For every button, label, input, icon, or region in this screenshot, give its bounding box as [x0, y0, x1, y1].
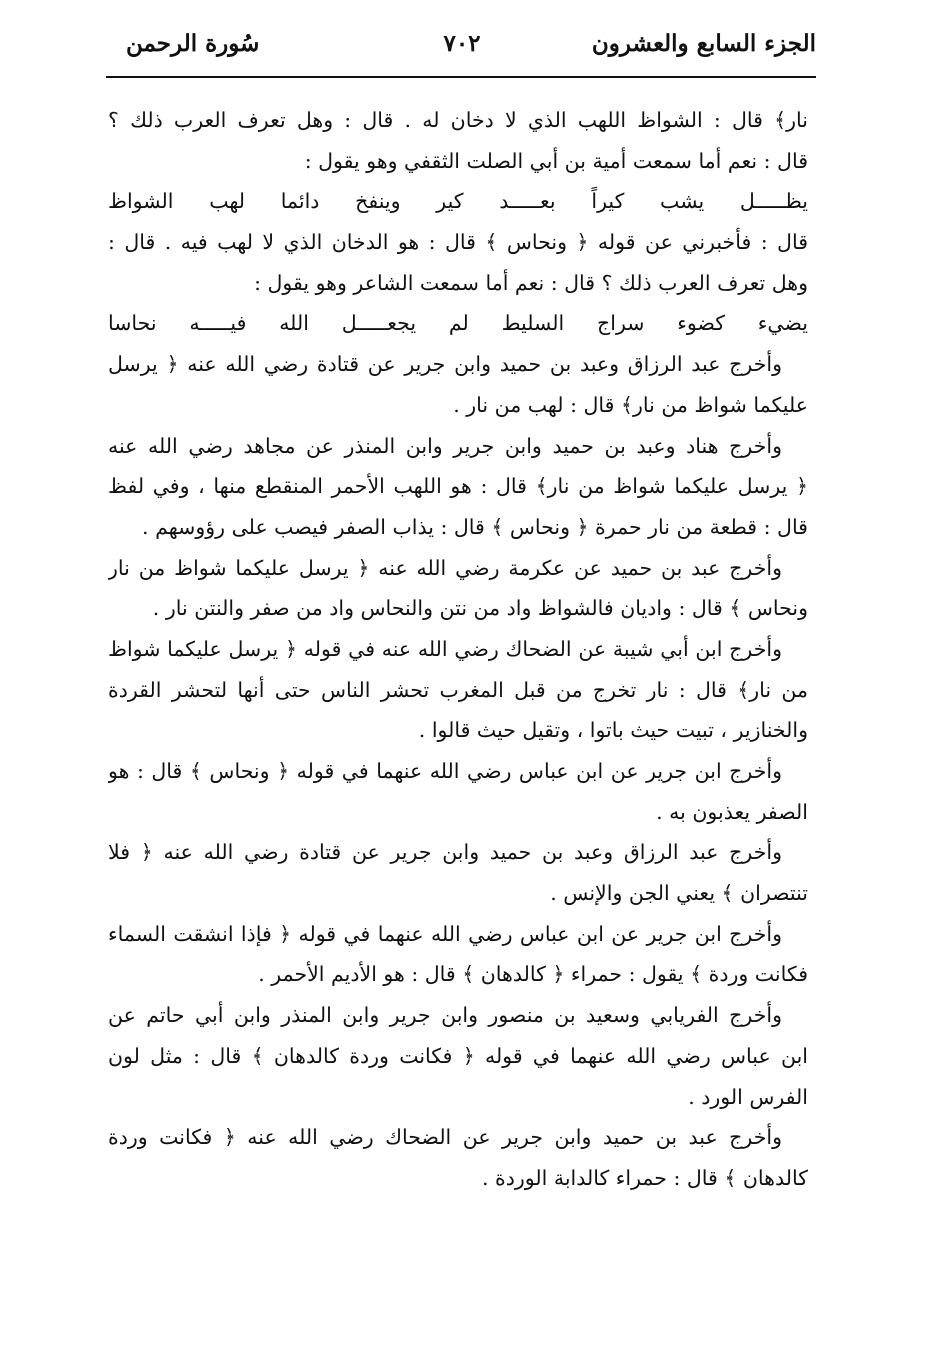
surah-title: سُورة الرحمن [126, 30, 260, 57]
text-line: وأخرج عبد الرزاق وعبد بن حميد وابن جرير عن قتادة رضي الله عنه ﴿ يرسل [108, 352, 782, 377]
text-line: وهل تعرف العرب ذلك ؟ قال : نعم أما سمعت الشاعر وهو يقول : [254, 270, 808, 295]
text-line: وأخرج عبد بن حميد وابن جرير عن الضحاك رضي الله عنه ﴿ فكانت وردة [108, 1125, 782, 1150]
page-number: ٧٠٢ [443, 30, 481, 57]
header-rule [106, 76, 816, 78]
text-line: كالدهان ﴾ قال : حمراء كالدابة الوردة . [482, 1165, 808, 1190]
text-line: وأخرج ابن جرير عن ابن عباس رضي الله عنهما في قوله ﴿ ونحاس ﴾ قال : هو [108, 759, 782, 783]
verse-line: يضيء كضوء سراج السليط لم يجعـــــل الله فيـــــه نحاسا [108, 311, 808, 336]
verse-line: يظـــــل يشب كيراً بعـــــد كير وينفخ دائما لهب الشواظ [108, 189, 808, 214]
text-line: الصفر يعذبون به . [656, 799, 808, 824]
text-line: قال : نعم أما سمعت أمية بن أبي الصلت الثقفي وهو يقول : [304, 148, 808, 173]
text-line: وأخرج عبد الرزاق وعبد بن حميد وابن جرير عن قتادة رضي الله عنه ﴿ فلا [108, 840, 782, 865]
page-header [108, 24, 816, 74]
text-line: ونحاس ﴾ قال : واديان فالشواظ واد من نتن والنحاس واد من صفر والنتن نار . [152, 596, 808, 621]
text-line: وأخرج الفريابي وسعيد بن منصور وابن جرير وابن المنذر وابن أبي حاتم عن [108, 1003, 782, 1028]
text-line: الفرس الورد . [688, 1084, 808, 1109]
page-body [108, 100, 808, 1199]
text-line: تنتصران ﴾ يعني الجن والإنس . [550, 881, 808, 906]
text-line: عليكما شواظ من نار﴾ قال : لهب من نار . [453, 392, 808, 417]
text-line: فكانت وردة ﴾ يقول : حمراء ﴿ كالدهان ﴾ قال : هو الأديم الأحمر . [258, 962, 808, 987]
text-line: والخنازير ، تبيت حيث باتوا ، وتقيل حيث قالوا . [418, 718, 808, 743]
text-line: من نار﴾ قال : نار تخرج من قبل المغرب تحشر الناس حتى أنها لتحشر القردة [108, 677, 808, 702]
text-line: وأخرج ابن جرير عن ابن عباس رضي الله عنهما في قوله ﴿ فإذا انشقت السماء [108, 921, 782, 946]
part-title: الجزء السابع والعشرون [591, 30, 816, 57]
text-line: وأخرج عبد بن حميد عن عكرمة رضي الله عنه ﴿ يرسل عليكما شواظ من نار [108, 555, 782, 580]
text-line: وأخرج هناد وعبد بن حميد وابن جرير وابن المنذر عن مجاهد رضي الله عنه [108, 433, 782, 458]
text-line: ﴿ يرسل عليكما شواظ من نار﴾ قال : هو اللهب الأحمر المنقطع منها ، وفي لفظ [108, 474, 808, 499]
text-line: وأخرج ابن أبي شيبة عن الضحاك رضي الله عنه في قوله ﴿ يرسل عليكما شواظ [108, 636, 782, 661]
text-line: نار﴾ قال : الشواظ اللهب الذي لا دخان له . قال : وهل تعرف العرب ذلك ؟ [108, 108, 808, 132]
text-line: ابن عباس رضي الله عنهما في قوله ﴿ فكانت وردة كالدهان ﴾ قال : مثل لون [108, 1043, 808, 1068]
text-line: قال : فأخبرني عن قوله ﴿ ونحاس ﴾ قال : هو الدخان الذي لا لهب فيه . قال : [108, 230, 808, 255]
text-line: قال : قطعة من نار حمرة ﴿ ونحاس ﴾ قال : يذاب الصفر فيصب على رؤوسهم . [142, 514, 808, 539]
